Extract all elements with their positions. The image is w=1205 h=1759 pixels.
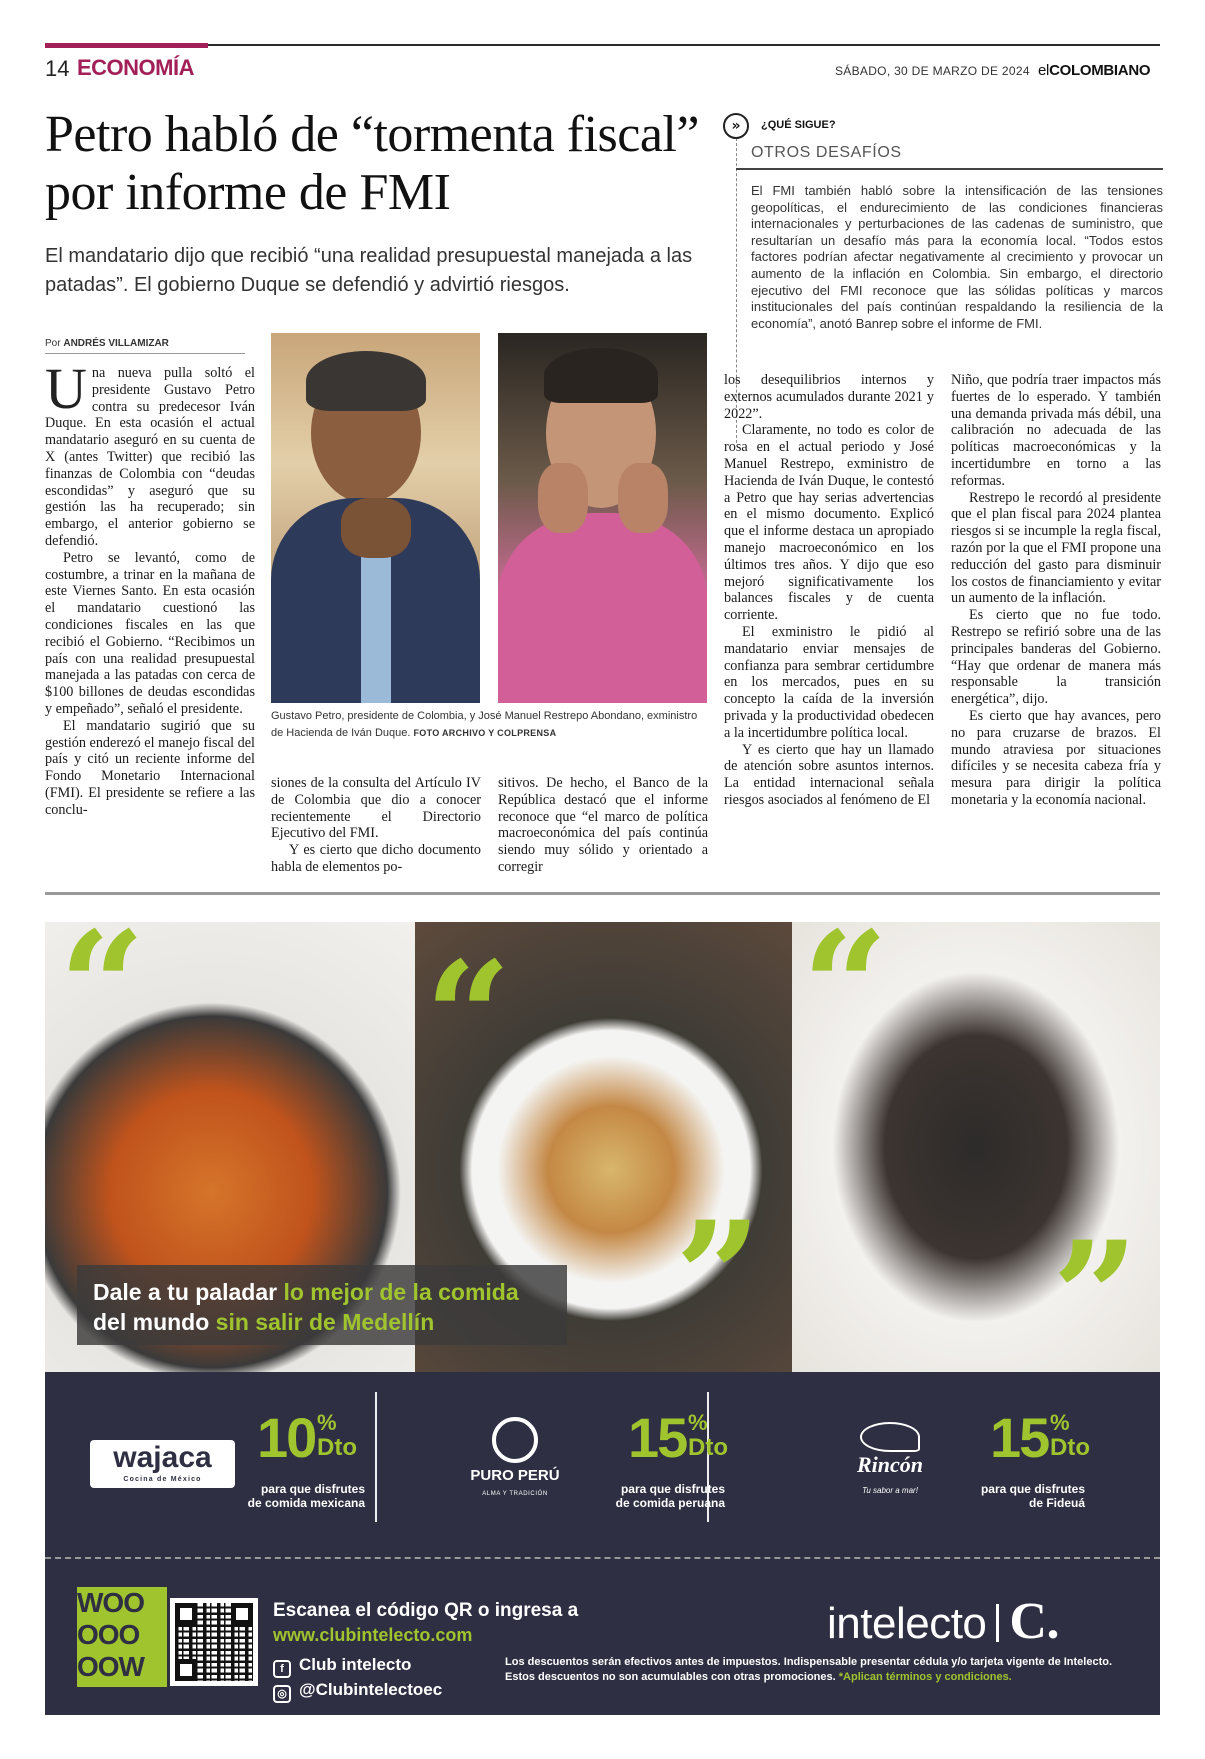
brand-name: Rincón xyxy=(856,1452,924,1477)
brand-prefix: el xyxy=(1038,62,1050,79)
qr-code[interactable] xyxy=(170,1598,258,1686)
issue-date: SÁBADO, 30 DE MARZO DE 2024 xyxy=(835,64,1030,78)
close-quote-mark: ” xyxy=(675,1189,762,1365)
open-quote-mark: “ xyxy=(59,922,146,1075)
article-paragraph: Es cierto que no fue todo. Restrepo se refirió sobre una de las principales banderas del Gobierno. “Hay que ordenar de manera más responsable la transición energética”, dijo. xyxy=(951,607,1161,708)
byline-author: ANDRÉS VILLAMIZAR xyxy=(63,338,169,349)
discount-badge xyxy=(628,1406,738,1470)
sidebar-kicker: ¿QUÉ SIGUE? xyxy=(761,119,836,131)
article-column-1 xyxy=(45,356,255,819)
brand-subtitle: ALMA Y TRADICIÓN xyxy=(482,1491,548,1497)
swirl-icon xyxy=(492,1417,538,1463)
tagline-part: Dale a tu paladar xyxy=(93,1279,278,1305)
article-paragraph: El mandatario sugirió que su gestión enderezó el manejo fiscal del país y citó un reciente informe del Fondo Monetario Internacional (FMI). El presidente se refiere a las conclu- xyxy=(45,717,255,818)
ad-tagline xyxy=(77,1265,567,1345)
discount-number: 10 xyxy=(257,1406,316,1469)
photo-caption xyxy=(271,708,711,742)
article-paragraph: Y es cierto que hay un llamado de atención sobre asuntos internos. La entidad internacional señala riesgos asociados al fenómeno de El xyxy=(724,741,934,808)
article-paragraph: Y es cierto que dicho documento habla de elementos po- xyxy=(271,842,481,875)
instagram-text: @Clubintelectoec xyxy=(299,1680,443,1699)
dashed-separator xyxy=(45,1557,1160,1559)
paragraph-text: na nueva pulla soltó el presidente Gustavo Petro contra su predecesor Iván Duque. En esta ocasión el actual mandatario aseguró en su cuenta de X (antes Twitter) que recibió las finanzas de Colombia con “deudas escondidas” y aseguró que su gestión las ha recuperado; sin embargo, el anterior gobierno se defendió. xyxy=(45,365,255,549)
club-intelecto-ad xyxy=(45,922,1160,1715)
sidebar-title: OTROS DESAFÍOS xyxy=(751,144,902,161)
facebook-icon: f xyxy=(273,1660,291,1678)
offer-description xyxy=(945,1482,1085,1510)
offer-line: para que disfrutes xyxy=(980,1482,1085,1496)
discount-number: 15 xyxy=(990,1406,1049,1469)
photo-gustavo-petro xyxy=(271,333,480,703)
article-paragraph: Restrepo le recordó al presidente que el plan fiscal para 2024 plantea riesgos si se incumple la regla fiscal, razón por la que el FMI propone una reducción del gasto para disminuir los costos de financiamiento y evitar un aumento de la inflación. xyxy=(951,489,1161,607)
discount-badge xyxy=(990,1406,1100,1470)
percent-sign: % xyxy=(1050,1410,1070,1435)
instagram-handle[interactable] xyxy=(273,1680,442,1703)
offer-line: para que disfrutes xyxy=(260,1482,365,1496)
article-subhead: El mandatario dijo que recibió “una realidad presupuestal manejada a las patadas”. El gobierno Duque se defendió y advirtió riesgos. xyxy=(45,245,693,296)
qr-finder xyxy=(175,1603,197,1625)
offer-description xyxy=(225,1482,365,1510)
offer-description xyxy=(585,1482,725,1510)
qr-finder xyxy=(231,1603,253,1625)
logo-word: intelecto xyxy=(827,1599,987,1648)
article-paragraph: siones de la consulta del Artículo IV de Colombia que dio a conocer recientemente el Directorio Ejecutivo del FMI. xyxy=(271,775,481,842)
open-quote-mark: “ xyxy=(425,929,512,1105)
article-ad-divider xyxy=(45,892,1160,895)
tagline-part-green: sin salir de Medellín xyxy=(215,1309,435,1335)
article-paragraph: Petro se levantó, como de costumbre, a trinar en la mañana de este Viernes Santo. En esta ocasión el mandatario cuestionó las condiciones fiscales en las que recibió el Gobierno. “Recibimos un país con una realidad presupuestal manejada a las patadas con cerca de $100 billones de deudas escondidas y empeñado”, señaló el presidente. xyxy=(45,549,255,717)
sidebar-rule xyxy=(736,168,1163,170)
double-chevron-icon: » xyxy=(723,113,749,139)
brand-name: COLOMBIANO xyxy=(1049,62,1151,79)
byline-prefix: Por xyxy=(45,338,61,349)
photo-jose-manuel-restrepo xyxy=(498,333,707,703)
discount-suffix: Dto xyxy=(688,1434,728,1461)
offer-line: de comida mexicana xyxy=(247,1496,365,1510)
brand-subtitle: Cocina de México xyxy=(123,1476,202,1483)
article-paragraph: los desequilibrios internos y externos acumulados durante 2021 y 2022”. xyxy=(724,372,934,422)
facebook-text: Club intelecto xyxy=(299,1655,412,1674)
caption-text: Gustavo Petro, presidente de Colombia, y José Manuel Restrepo Abondano, exministro de Hacienda de Iván Duque. xyxy=(271,710,698,739)
rincon-logo xyxy=(825,1422,955,1504)
article-column-5 xyxy=(951,372,1161,809)
drop-cap: U xyxy=(45,356,87,421)
newspaper-brand xyxy=(1038,62,1150,79)
discount-number: 15 xyxy=(628,1406,687,1469)
club-url[interactable]: www.clubintelecto.com xyxy=(273,1625,473,1645)
puro-peru-logo xyxy=(465,1417,565,1503)
shrimp-icon xyxy=(860,1422,920,1452)
terms-note: *Aplican términos y condiciones. xyxy=(838,1671,1012,1683)
woo-pattern-graphic: WOO OOO OOW xyxy=(77,1587,167,1687)
brand-subtitle: Tu sabor a mar! xyxy=(862,1486,918,1495)
article-column-3 xyxy=(498,775,708,876)
restrepo-hand-left xyxy=(538,463,588,533)
close-quote-mark: ” xyxy=(1052,1209,1139,1372)
offer-separator xyxy=(375,1392,377,1522)
offer-line: de Fideuá xyxy=(1028,1496,1085,1510)
page-number: 14 xyxy=(45,56,70,81)
legal-disclaimer xyxy=(505,1655,1145,1685)
photo-credit: FOTO ARCHIVO Y COLPRENSA xyxy=(413,728,557,738)
qr-finder xyxy=(175,1659,197,1681)
intelecto-logo xyxy=(827,1593,1059,1650)
offer-line: para que disfrutes xyxy=(620,1482,725,1496)
discount-badge xyxy=(257,1406,367,1470)
mussels-photo xyxy=(792,922,1160,1372)
article-column-4 xyxy=(724,372,934,809)
byline-rule xyxy=(45,353,245,354)
article-paragraph: El exministro le pidió al mandatario enviar mensajes de confianza para sembrar certidumbre en los mercados, pues en su concepto la caída de la inversión privada y la productividad obedecen a la incertidumbre política local. xyxy=(724,623,934,741)
brand-name: wajaca xyxy=(113,1441,212,1474)
facebook-handle[interactable] xyxy=(273,1655,411,1678)
legal-text: Los descuentos serán efectivos antes de impuestos. Indispensable presentar cédula y/o tarjeta vigente de Intelecto. Estos descuentos no son acumulables con otras promociones. xyxy=(505,1656,1113,1683)
section-accent-bar xyxy=(45,43,208,48)
article-column-2 xyxy=(271,775,481,876)
percent-sign: % xyxy=(317,1410,337,1435)
wajaca-logo xyxy=(90,1440,235,1488)
discount-suffix: Dto xyxy=(1050,1434,1090,1461)
header-rule xyxy=(45,44,1160,46)
logo-letter: C. xyxy=(1009,1593,1059,1650)
brand-name: PURO PERÚ xyxy=(470,1467,560,1484)
discount-suffix: Dto xyxy=(317,1434,357,1461)
percent-sign: % xyxy=(688,1410,708,1435)
restrepo-hand-right xyxy=(618,463,668,533)
sidebar-body: El FMI también habló sobre la intensificación de las tensiones geopolíticas, el endurecimiento de las condiciones financieras internacionales y perturbaciones de las cadenas de suministro, que resultarían un desafío más para la economía local. “Todos estos factores podrían afectar negativamente al crecimiento y provocar un aumento de la inflación en Colombia. Sin embargo, el directorio ejecutivo del FMI reconoce que las sólidas políticas y marcos institucionales del país continúan respaldando la resiliencia de la economía”, anotó Banrep sobre el informe de FMI. xyxy=(751,183,1163,331)
tagline-part-green: lo mejor de la comida xyxy=(283,1279,519,1305)
instagram-icon: ◎ xyxy=(273,1685,291,1703)
article-paragraph xyxy=(45,356,255,550)
petro-hair xyxy=(306,351,426,411)
article-paragraph: Es cierto que hay avances, pero no para cruzarse de brazos. El mundo atraviesa por situaciones difíciles y se necesita cabeza fría y mesura para dirigir la política monetaria y la economía nacional. xyxy=(951,707,1161,808)
logo-divider xyxy=(996,1604,999,1642)
restrepo-shirt xyxy=(498,513,707,703)
article-paragraph: Claramente, no todo es color de rosa en el actual periodo y José Manuel Restrepo, exministro de Hacienda de Iván Duque, le contestó a Petro que hay serias advertencias en el mismo documento. Explicó que el informe destaca un apropiado manejo macroeconómico en los últimos tres años. Y dijo que eso mejoró significativamente los balances fiscales y de cuenta corriente. xyxy=(724,422,934,624)
article-paragraph: sitivos. De hecho, el Banco de la República destacó que el informe reconoce que “el marco de política macroeconómica del país continúa siendo muy sólido y orientado a corregir xyxy=(498,775,708,875)
section-label: ECONOMÍA xyxy=(77,55,194,80)
scan-instruction: Escanea el código QR o ingresa a xyxy=(273,1600,579,1621)
byline xyxy=(45,338,169,349)
restrepo-hair xyxy=(544,348,658,403)
article-paragraph: Niño, que podría traer impactos más fuertes de lo esperado. Y también una demanda privada más débil, una calibración no adecuada de las políticas macroeconómicas y la incertidumbre en torno a las reformas. xyxy=(951,372,1161,489)
petro-hands xyxy=(341,498,411,558)
offer-line: de comida peruana xyxy=(615,1496,725,1510)
tagline-part: del mundo xyxy=(93,1309,210,1335)
article-headline: Petro habló de “tormenta fiscal” por informe de FMI xyxy=(45,106,699,221)
open-quote-mark: “ xyxy=(802,922,889,1075)
